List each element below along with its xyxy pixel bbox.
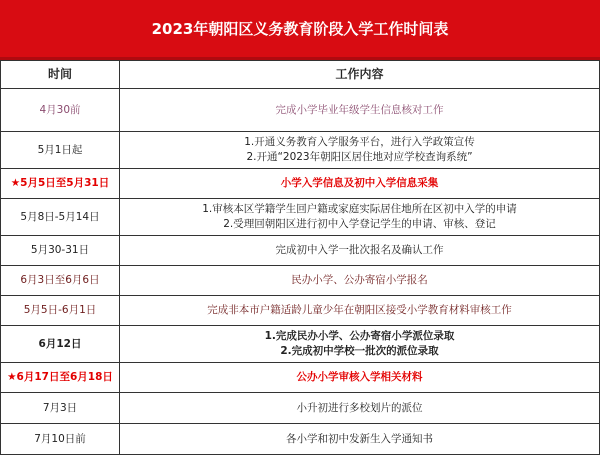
content-line: 完成初中入学一批次报名及确认工作 — [275, 244, 444, 256]
table-row — [1, 266, 600, 296]
row-content — [120, 296, 600, 326]
row-content — [120, 132, 600, 169]
table-row — [1, 393, 600, 424]
table-row — [1, 363, 600, 393]
row-time: 5月1日起 — [1, 132, 120, 169]
table-row — [1, 199, 600, 236]
table-row — [1, 89, 600, 132]
content-line: 民办小学、公办寄宿小学报名 — [291, 274, 428, 286]
content-line: 小升初进行多校划片的派位 — [296, 401, 423, 414]
row-content — [120, 169, 600, 199]
content-line: 1.完成民办小学、公办寄宿小学派位录取 — [264, 330, 455, 342]
row-time: 7月10日前 — [1, 424, 120, 455]
row-content — [120, 89, 600, 132]
content-line: 1.开通义务教育入学服务平台，进行入学政策宣传 — [244, 136, 475, 148]
row-content — [120, 236, 600, 266]
row-time: 7月3日 — [1, 393, 120, 424]
row-content — [120, 199, 600, 236]
row-time: ★5月5日至5月31日 — [1, 169, 120, 199]
row-content — [120, 393, 600, 424]
row-content — [120, 424, 600, 455]
table-row — [1, 169, 600, 199]
content-line: 完成小学毕业年级学生信息核对工作 — [275, 103, 444, 116]
table-header — [1, 61, 600, 89]
page-title: 2023年朝阳区义务教育阶段入学工作时间表 — [0, 0, 600, 60]
content-line: 完成非本市户籍适龄儿童少年在朝阳区接受小学教育材料审核工作 — [207, 304, 512, 316]
table-row — [1, 132, 600, 169]
row-content — [120, 266, 600, 296]
schedule-table — [0, 60, 600, 455]
content-line: 2.完成初中学校一批次的派位录取 — [280, 345, 439, 357]
row-time: 4月30前 — [1, 89, 120, 132]
content-line: 公办小学审核入学相关材料 — [296, 371, 423, 383]
table-row — [1, 326, 600, 363]
content-line: 2.开通“2023年朝阳区居住地对应学校查询系统” — [246, 151, 473, 163]
row-content — [120, 326, 600, 363]
row-time: 6月3日至6月6日 — [1, 266, 120, 296]
row-content — [120, 363, 600, 393]
content-line: 各小学和初中发新生入学通知书 — [286, 432, 433, 445]
table-row — [1, 424, 600, 455]
content-line: 小学入学信息及初中入学信息采集 — [280, 177, 439, 189]
row-time: 5月5日-6月1日 — [1, 296, 120, 326]
row-time: 6月12日 — [1, 326, 120, 363]
table-row — [1, 296, 600, 326]
content-line: 1.审核本区学籍学生回户籍或家庭实际居住地所在区初中入学的申请 — [202, 203, 517, 215]
row-time: 5月30-31日 — [1, 236, 120, 266]
header-time: 时间 — [1, 61, 120, 89]
table-row — [1, 236, 600, 266]
row-time: ★6月17日至6月18日 — [1, 363, 120, 393]
content-line: 2.受理回朝阳区进行初中入学登记学生的申请、审核、登记 — [223, 218, 496, 230]
header-content: 工作内容 — [120, 61, 600, 89]
row-time: 5月8日-5月14日 — [1, 199, 120, 236]
